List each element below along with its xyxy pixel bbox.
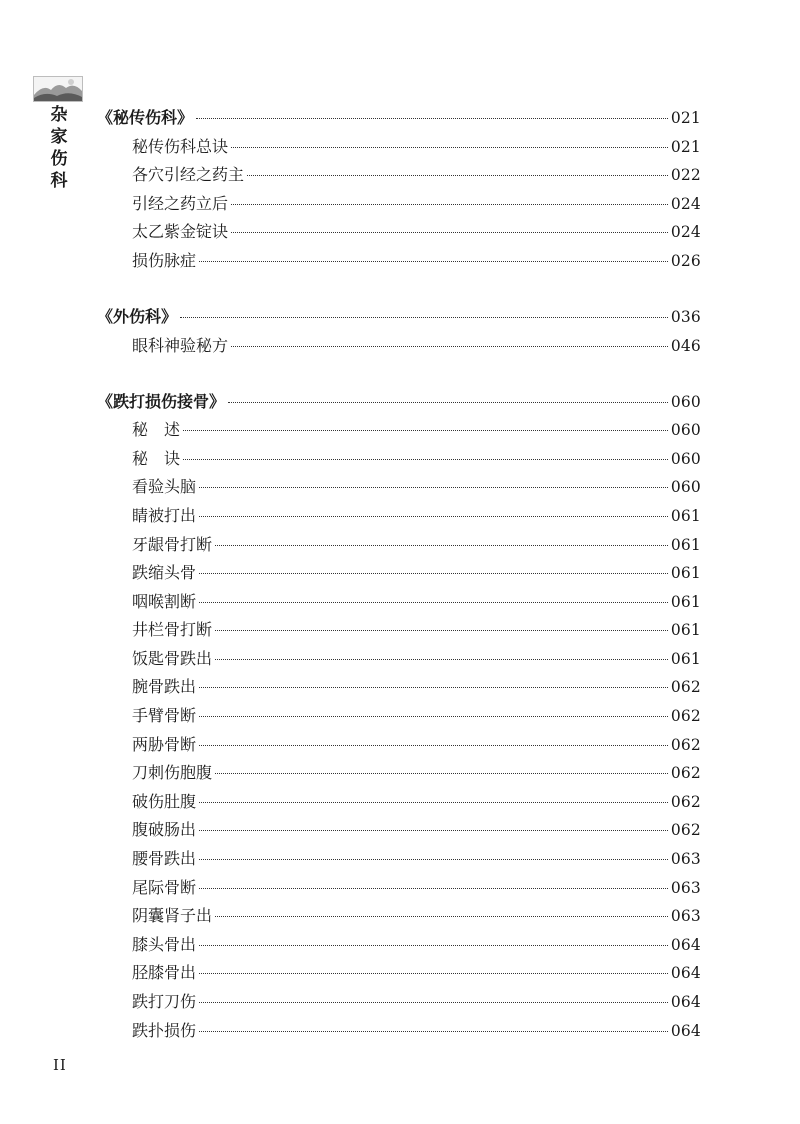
page-number: 046 <box>670 336 701 355</box>
section-spacer <box>97 360 701 387</box>
toc-entry[interactable] <box>97 133 701 162</box>
page-number: 062 <box>670 764 701 783</box>
dot-leader <box>199 802 668 803</box>
entry-title: 跌打刀伤 <box>132 992 197 1011</box>
dot-leader <box>199 487 668 488</box>
section-spacer <box>97 276 701 303</box>
toc-entry[interactable] <box>97 445 701 474</box>
toc-entry[interactable] <box>97 161 701 190</box>
page-folio: II <box>53 1056 67 1074</box>
page-number: 026 <box>670 251 701 270</box>
entry-title: 牙龈骨打断 <box>132 534 213 554</box>
page-number: 064 <box>670 1021 701 1040</box>
dot-leader <box>180 317 668 318</box>
dot-leader <box>199 687 668 688</box>
section-title: 《秘传伤科》 <box>97 108 194 127</box>
entry-title: 饭匙骨跌出 <box>132 648 213 668</box>
toc-entry[interactable] <box>97 616 701 645</box>
entry-title: 损伤脉症 <box>132 250 197 270</box>
entry-title: 手臂骨断 <box>132 706 197 726</box>
entry-title: 腕骨跌出 <box>132 677 197 697</box>
page-number: 062 <box>670 821 701 840</box>
dot-leader <box>183 430 668 431</box>
page-number: 060 <box>670 421 701 440</box>
entry-title: 阴囊肾子出 <box>132 906 213 926</box>
dot-leader <box>199 859 668 860</box>
section-title: 《外伤科》 <box>97 306 178 326</box>
section-title: 《跌打损伤接骨》 <box>97 391 226 411</box>
dot-leader <box>215 545 668 546</box>
entry-title: 秘 述 <box>132 420 181 440</box>
dot-leader <box>231 232 668 233</box>
page-number: 036 <box>670 307 701 326</box>
page-number: 063 <box>670 850 701 869</box>
entry-title: 引经之药立后 <box>132 193 229 213</box>
entry-title: 秘传伤科总诀 <box>132 136 229 156</box>
dot-leader <box>199 1031 668 1032</box>
toc-entry[interactable] <box>97 559 701 588</box>
entry-title: 井栏骨打断 <box>132 620 213 640</box>
toc-entry[interactable] <box>97 759 701 788</box>
toc-entry[interactable] <box>97 788 701 817</box>
side-title-char: 杂 <box>50 105 68 125</box>
entry-title: 破伤肚腹 <box>132 791 197 811</box>
toc-entry[interactable] <box>97 332 701 361</box>
entry-title: 看验头脑 <box>132 477 197 497</box>
toc-entry[interactable] <box>97 816 701 845</box>
toc-entry[interactable] <box>97 874 701 903</box>
toc-entry[interactable] <box>97 190 701 219</box>
page-number: 061 <box>670 621 701 640</box>
toc-entry[interactable] <box>97 931 701 960</box>
entry-title: 腰骨跌出 <box>132 849 197 869</box>
page-number: 061 <box>670 592 701 611</box>
toc-entry[interactable] <box>97 502 701 531</box>
toc-entry[interactable] <box>97 673 701 702</box>
dot-leader <box>199 716 668 717</box>
page-number: 060 <box>670 478 701 497</box>
entry-title: 睛被打出 <box>132 505 197 525</box>
page-number: 062 <box>670 707 701 726</box>
toc-entry[interactable] <box>97 702 701 731</box>
entry-title: 膝头骨出 <box>132 934 197 954</box>
page-number: 060 <box>670 392 701 411</box>
entry-title: 两胁骨断 <box>132 734 197 754</box>
dot-leader <box>215 773 668 774</box>
dot-leader <box>199 888 668 889</box>
entry-title: 眼科神验秘方 <box>132 335 229 355</box>
page-number: 022 <box>670 166 701 185</box>
page-number: 061 <box>670 506 701 525</box>
toc-entry[interactable] <box>97 1017 701 1046</box>
toc-entry[interactable] <box>97 247 701 276</box>
dot-leader <box>199 830 668 831</box>
dot-leader <box>215 630 668 631</box>
entry-title: 尾际骨断 <box>132 877 197 897</box>
entry-title: 刀刺伤胞腹 <box>132 763 213 783</box>
dot-leader <box>231 346 668 347</box>
toc-entry[interactable] <box>97 218 701 247</box>
toc-entry[interactable] <box>97 588 701 617</box>
toc-entry[interactable] <box>97 473 701 502</box>
toc-entry[interactable] <box>97 959 701 988</box>
table-of-contents <box>97 104 701 1045</box>
dot-leader <box>199 602 668 603</box>
page-number: 063 <box>670 907 701 926</box>
toc-section-heading[interactable] <box>97 388 701 417</box>
entry-title: 秘 诀 <box>132 448 181 468</box>
dot-leader <box>231 147 668 148</box>
dot-leader <box>215 916 668 917</box>
toc-section-heading[interactable] <box>97 104 701 133</box>
page-number: 062 <box>670 735 701 754</box>
dot-leader <box>199 261 668 262</box>
side-title-char: 伤 <box>50 149 68 169</box>
toc-entry[interactable] <box>97 531 701 560</box>
side-book-title <box>47 104 71 192</box>
landscape-emblem-icon <box>33 76 83 102</box>
entry-title: 腹破肠出 <box>132 820 197 840</box>
entry-title: 太乙紫金锭诀 <box>132 222 229 242</box>
page-number: 061 <box>670 649 701 668</box>
page-number: 064 <box>670 935 701 954</box>
side-title-char: 家 <box>50 127 68 147</box>
entry-title: 咽喉割断 <box>132 591 197 611</box>
page-number: 061 <box>670 564 701 583</box>
dot-leader <box>228 402 668 403</box>
dot-leader <box>199 945 668 946</box>
dot-leader <box>199 1002 668 1003</box>
dot-leader <box>215 659 668 660</box>
page-number: 024 <box>670 194 701 213</box>
dot-leader <box>199 573 668 574</box>
page-number: 064 <box>670 993 701 1011</box>
page-number: 021 <box>670 109 701 127</box>
dot-leader <box>199 973 668 974</box>
page-number: 062 <box>670 792 701 811</box>
dot-leader <box>231 204 668 205</box>
page-number: 062 <box>670 678 701 697</box>
page-number: 060 <box>670 449 701 468</box>
entry-title: 跌扑损伤 <box>132 1020 197 1040</box>
toc-entry[interactable] <box>97 902 701 931</box>
toc-entry[interactable] <box>97 731 701 760</box>
entry-title: 跌缩头骨 <box>132 563 197 583</box>
entry-title: 胫膝骨出 <box>132 963 197 983</box>
toc-entry[interactable] <box>97 845 701 874</box>
dot-leader <box>199 516 668 517</box>
toc-entry[interactable] <box>97 988 701 1017</box>
dot-leader <box>247 175 668 176</box>
toc-section-heading[interactable] <box>97 303 701 332</box>
toc-entry[interactable] <box>97 416 701 445</box>
page-number: 064 <box>670 964 701 983</box>
side-title-char: 科 <box>50 171 68 191</box>
dot-leader <box>183 459 668 460</box>
page-number: 024 <box>670 223 701 242</box>
dot-leader <box>196 118 668 119</box>
page-number: 061 <box>670 535 701 554</box>
dot-leader <box>199 745 668 746</box>
entry-title: 各穴引经之药主 <box>132 165 245 185</box>
toc-entry[interactable] <box>97 645 701 674</box>
page-number: 063 <box>670 878 701 897</box>
page-number: 021 <box>670 137 701 156</box>
